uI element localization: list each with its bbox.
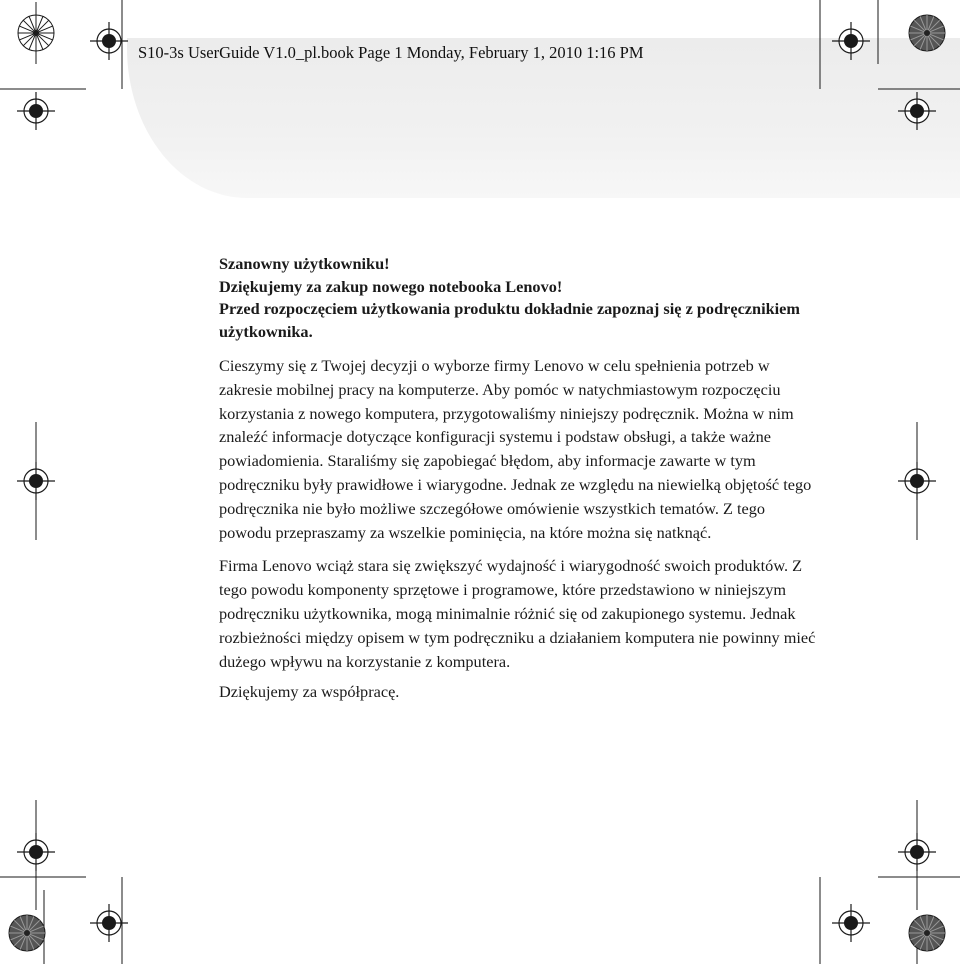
- registration-crosshair-icon: [898, 92, 936, 130]
- color-starburst-icon: [9, 915, 45, 951]
- registration-crosshair-icon: [17, 833, 55, 871]
- registration-crosshair-icon: [832, 904, 870, 942]
- letter-content: [219, 253, 819, 704]
- registration-crosshair-icon: [898, 462, 936, 500]
- registration-crosshair-icon: [17, 92, 55, 130]
- greeting-block: [219, 253, 819, 343]
- greeting-salutation: Szanowny użytkowniku!: [219, 254, 390, 273]
- greeting-instruction: Przed rozpoczęciem użytkowania produktu dokładnie zapoznaj się z podręcznikiem użytkownika.: [219, 299, 800, 341]
- color-starburst-icon: [909, 15, 945, 51]
- closing-line: Dziękujemy za współpracę.: [219, 682, 400, 702]
- body-paragraph-intro: Cieszymy się z Twojej decyzji o wyborze firmy Lenovo w celu spełnienia potrzeb w zakresie mobilnej pracy na komputerze. Aby pomóc w natychmiastowym rozpoczęciu korzystania z nowego komputera, przygotowaliśmy niniejszy podręcznik. Można w nim znaleźć informacje dotyczące konfiguracji systemu i podstaw obsługi, a także ważne powiadomienia. Staraliśmy się zapobiegać błędom, aby informacje zawarte w tym podręczniku były prawidłowe i wiarygodne. Jednak ze względu na niewielką objętość tego podręcznika nie było możliwe szczegółowe omówienie wszystkich tematów. Z tego powodu przepraszamy za wszelkie pominięcia, na które można się natknąć.: [219, 356, 812, 542]
- color-starburst-icon: [909, 915, 945, 951]
- color-starburst-icon: [18, 15, 54, 51]
- greeting-thanks: Dziękujemy za zakup nowego notebooka Lenovo!: [219, 276, 563, 296]
- registration-crosshair-icon: [832, 22, 870, 60]
- body-paragraph-disclaimer: Firma Lenovo wciąż stara się zwiększyć wydajność i wiarygodność swoich produktów. Z tego powodu komponenty sprzętowe i programowe, które przedstawiono w niniejszym podręczniku użytkownika, mogą minimalnie różnić się od zakupionego systemu. Jednak rozbieżności między opisem w tym podręczniku a działaniem komputera nie powinny mieć dużego wpływu na korzystanie z komputera.: [219, 556, 816, 671]
- registration-crosshair-icon: [898, 833, 936, 871]
- book-slug-line: S10-3s UserGuide V1.0_pl.book Page 1 Monday, February 1, 2010 1:16 PM: [138, 43, 644, 62]
- registration-crosshair-icon: [17, 462, 55, 500]
